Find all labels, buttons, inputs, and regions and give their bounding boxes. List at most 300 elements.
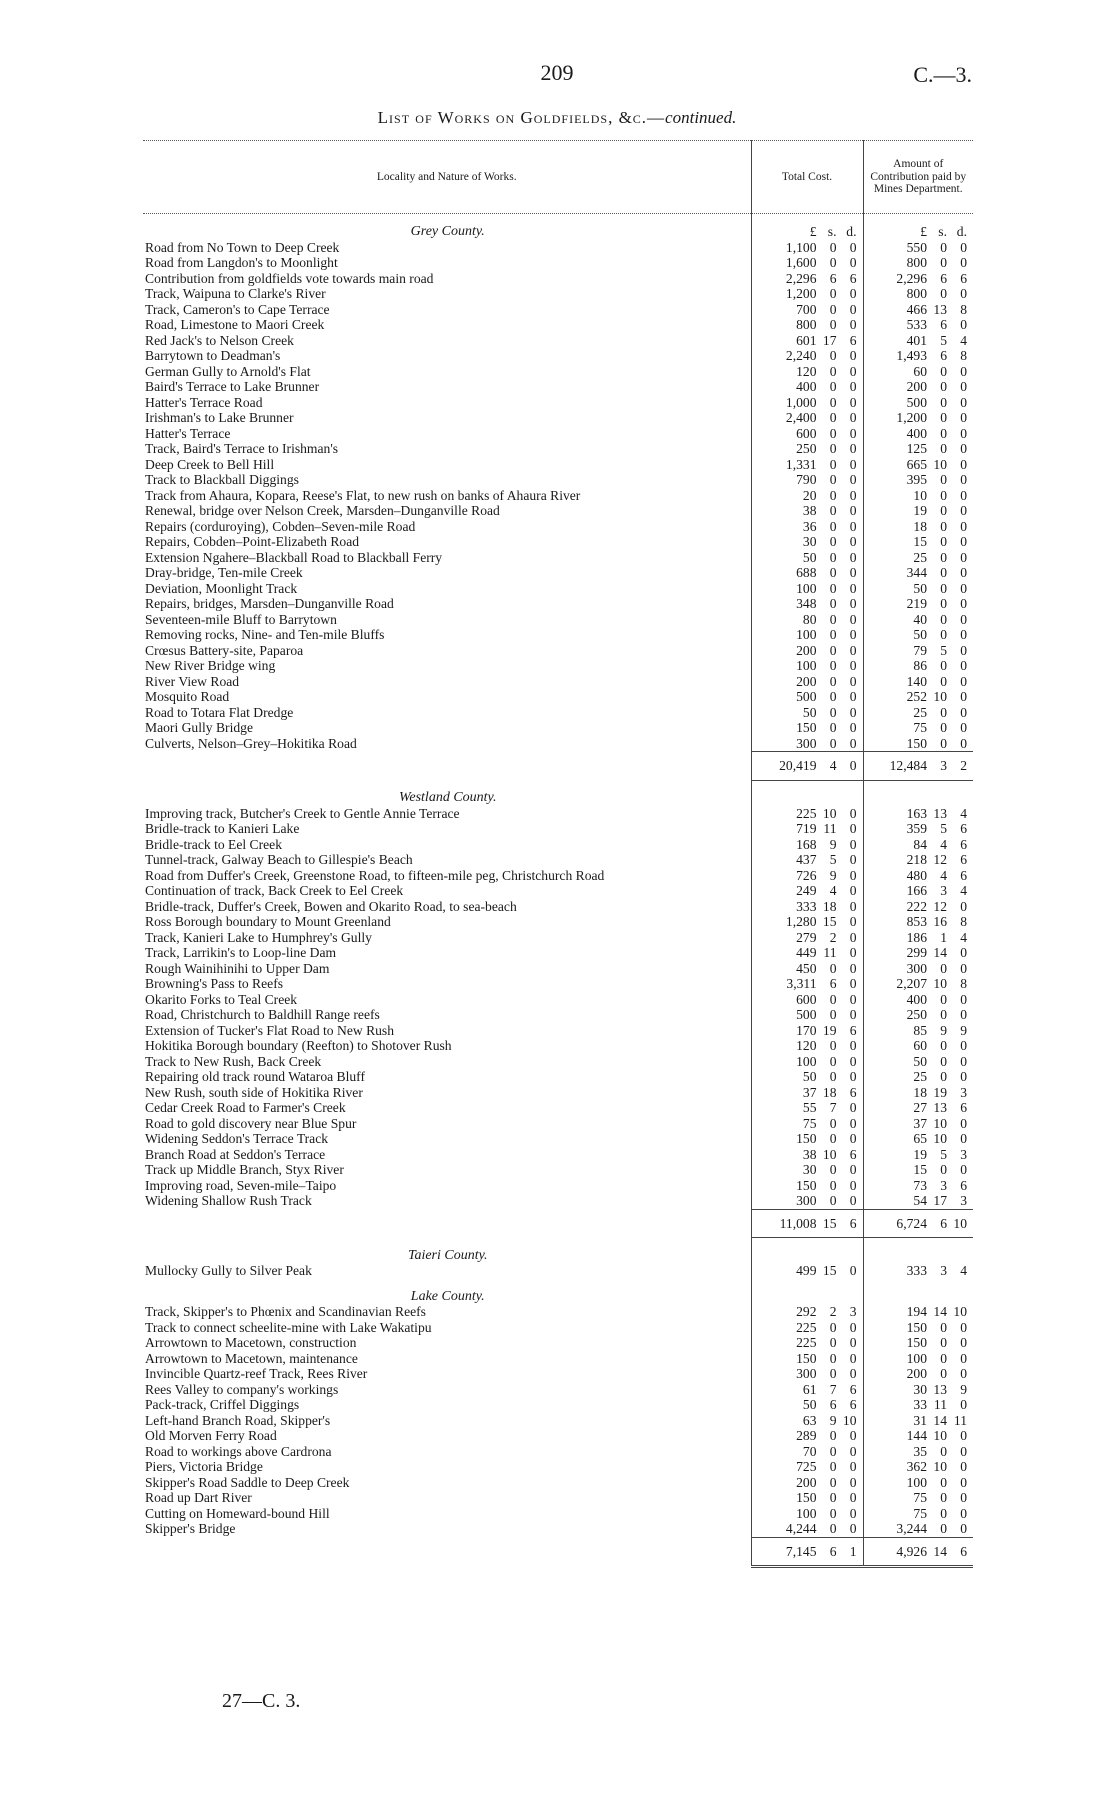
pence: 8 — [960, 976, 967, 991]
pounds: 100 — [906, 1350, 927, 1366]
pounds: 50 — [913, 627, 927, 642]
pence: 0 — [960, 425, 967, 441]
table-row — [143, 992, 973, 1008]
pounds: 550 — [906, 239, 927, 255]
work-description: Continuation of track, Back Creek to Eel Creek — [145, 883, 404, 898]
pence: 6 — [960, 1100, 967, 1115]
cost-column-spacer — [751, 1238, 863, 1264]
pence: 0 — [960, 1366, 967, 1381]
pence: 0 — [960, 1443, 967, 1459]
work-description: Baird's Terrace to Lake Brunner — [145, 379, 320, 394]
money-value — [864, 1038, 974, 1054]
money-value — [864, 1085, 974, 1101]
work-description: Track, Baird's Terrace to Irishman's — [145, 441, 339, 456]
contribution — [863, 1100, 973, 1116]
total-cost — [751, 689, 863, 705]
shillings: 0 — [940, 503, 947, 518]
money-value — [752, 1085, 863, 1101]
pence: 8 — [960, 348, 967, 363]
money-value — [752, 821, 863, 837]
money-value — [752, 1116, 863, 1132]
pounds: 75 — [802, 1115, 817, 1131]
total-cost — [751, 317, 863, 333]
total-cost — [751, 534, 863, 550]
contribution — [863, 914, 973, 930]
contribution — [863, 488, 973, 504]
table-row — [143, 976, 973, 992]
shillings: 0 — [829, 991, 837, 1007]
pence: 0 — [849, 472, 857, 487]
total-cost — [751, 1475, 863, 1491]
work-description: Bridle-track to Eel Creek — [145, 836, 283, 852]
pence: 0 — [849, 929, 857, 945]
money-value — [864, 1335, 974, 1351]
total-cost — [751, 550, 863, 566]
pence: 11 — [953, 1412, 967, 1428]
shillings: 14 — [933, 1304, 947, 1319]
pence: 0 — [960, 1505, 967, 1521]
pence: 0 — [960, 1428, 967, 1443]
work-description: Cutting on Homeward-bound Hill — [145, 1505, 330, 1521]
pounds: 84 — [913, 836, 927, 852]
shillings: 0 — [940, 1335, 947, 1350]
table-row — [143, 643, 973, 659]
pounds: 50 — [802, 549, 817, 565]
money-value — [864, 1304, 974, 1320]
contribution — [863, 705, 973, 721]
pence: 0 — [960, 1069, 967, 1084]
total-cost — [751, 426, 863, 442]
money-value — [752, 488, 863, 504]
shillings: 0 — [829, 301, 837, 317]
pence: 0 — [960, 704, 967, 720]
shillings: 0 — [940, 410, 947, 425]
footer-reference: 27—C. 3. — [222, 1690, 301, 1712]
table-row — [143, 705, 973, 721]
money-value — [864, 364, 974, 380]
pounds: 37 — [802, 1084, 817, 1100]
pence: 0 — [960, 518, 967, 534]
pounds: 300 — [906, 960, 927, 976]
table-row — [143, 837, 973, 853]
shillings: 0 — [829, 611, 837, 627]
pounds: 38 — [802, 503, 817, 518]
table-row — [143, 1397, 973, 1413]
total-cost — [751, 410, 863, 426]
money-value — [864, 1007, 974, 1023]
pounds: 38 — [802, 1146, 817, 1162]
shillings: 9 — [829, 1412, 837, 1428]
pence: 0 — [849, 673, 857, 689]
money-value — [864, 565, 974, 581]
shillings: 0 — [829, 720, 837, 735]
table-row — [143, 1007, 973, 1023]
total-cost — [751, 1521, 863, 1537]
money-value — [864, 1397, 974, 1413]
pounds: 437 — [796, 852, 817, 867]
shillings: 6 — [829, 270, 837, 286]
contribution — [863, 1351, 973, 1367]
money-value — [864, 379, 974, 395]
money-value — [864, 758, 974, 774]
table-row — [143, 240, 973, 256]
work-description: Extension of Tucker's Flat Road to New Rush — [145, 1022, 395, 1038]
contribution — [863, 240, 973, 256]
county-heading-row — [143, 214, 973, 240]
pounds: 10 — [913, 487, 927, 503]
contribution — [863, 472, 973, 488]
work-description: Piers, Victoria Bridge — [145, 1459, 263, 1474]
pence: 0 — [849, 689, 857, 704]
contribution — [863, 519, 973, 535]
pence: 0 — [849, 1053, 857, 1069]
county-total-cost — [751, 1209, 863, 1238]
pence: 0 — [960, 1397, 967, 1412]
work-description: Mosquito Road — [145, 689, 230, 704]
money-value — [864, 395, 974, 411]
shillings: 6 — [829, 976, 837, 991]
pence: 0 — [849, 534, 857, 549]
money-value — [752, 1475, 863, 1491]
pounds: 219 — [906, 596, 927, 611]
table-row — [143, 1351, 973, 1367]
table-row — [143, 503, 973, 519]
money-value — [864, 992, 974, 1008]
pounds: 348 — [796, 596, 817, 611]
shillings: 0 — [829, 1131, 837, 1146]
contribution — [863, 899, 973, 915]
pence: 0 — [849, 565, 857, 580]
work-description: New River Bridge wing — [145, 658, 276, 673]
pence: 6 — [849, 1397, 857, 1412]
total-cost — [751, 1193, 863, 1209]
table-row — [143, 1475, 973, 1491]
money-value — [752, 348, 863, 364]
contribution — [863, 1304, 973, 1320]
pounds: 665 — [906, 456, 927, 472]
money-value — [752, 1413, 863, 1429]
shillings: 6 — [940, 1215, 947, 1231]
work-description: Arrowtown to Macetown, construction — [145, 1335, 357, 1350]
pounds: 79 — [913, 642, 927, 658]
pence: 4 — [960, 805, 967, 821]
pounds: 36 — [802, 518, 817, 534]
pounds: 70 — [802, 1443, 817, 1459]
shillings: 0 — [940, 1053, 947, 1069]
money-value — [864, 596, 974, 612]
total-cost — [751, 1162, 863, 1178]
shillings: 0 — [940, 379, 947, 394]
shillings: 0 — [940, 1490, 947, 1505]
total-cost — [751, 255, 863, 271]
shillings: 0 — [829, 658, 837, 673]
pence: 0 — [960, 363, 967, 379]
pounds: 225 — [796, 1319, 817, 1335]
money-value — [752, 689, 863, 705]
total-cost — [751, 1459, 863, 1475]
pounds: 27 — [913, 1100, 927, 1115]
contribution — [863, 1521, 973, 1537]
contribution — [863, 1320, 973, 1336]
money-value — [752, 705, 863, 721]
pounds: 500 — [796, 689, 817, 704]
work-description: Track from Ahaura, Kopara, Reese's Flat, to new rush on banks of Ahaura River — [145, 487, 581, 503]
pounds: 344 — [906, 565, 927, 580]
table-row — [143, 1054, 973, 1070]
work-description: Cedar Creek Road to Farmer's Creek — [145, 1100, 346, 1115]
shillings: 0 — [940, 580, 947, 596]
shillings: 0 — [940, 1069, 947, 1084]
shillings: 0 — [829, 1366, 837, 1381]
pounds: 61 — [802, 1381, 817, 1397]
shillings: 6 — [940, 317, 947, 332]
money-value — [864, 643, 974, 659]
shillings: 0 — [829, 1053, 837, 1069]
pence: 6 — [849, 270, 857, 286]
table-row — [143, 1335, 973, 1351]
contribution — [863, 837, 973, 853]
contribution-column-spacer — [863, 214, 973, 240]
pounds: 50 — [802, 1069, 817, 1084]
pounds: 300 — [796, 735, 817, 751]
pence: 6 — [960, 867, 967, 883]
pence: 0 — [960, 549, 967, 565]
total-cost — [751, 883, 863, 899]
shillings: 11 — [823, 945, 837, 960]
money-value — [864, 1216, 974, 1232]
table-row — [143, 472, 973, 488]
shillings: 0 — [829, 704, 837, 720]
table-row — [143, 271, 973, 287]
work-description: Repairing old track round Wataroa Bluff — [145, 1069, 365, 1084]
pence: 0 — [849, 518, 857, 534]
total-cost — [751, 472, 863, 488]
work-description: Pack-track, Criffel Diggings — [145, 1397, 300, 1412]
pounds: 163 — [906, 805, 927, 821]
pounds: 225 — [796, 805, 817, 821]
money-value — [864, 945, 974, 961]
pounds: 30 — [802, 1162, 817, 1177]
pounds: 480 — [906, 867, 927, 883]
money-value — [864, 581, 974, 597]
money-value — [864, 1147, 974, 1163]
money-value — [864, 1382, 974, 1398]
money-value — [864, 930, 974, 946]
pence: 0 — [849, 317, 857, 332]
pounds: 50 — [802, 1397, 817, 1412]
contribution — [863, 1069, 973, 1085]
work-description: Extension Ngahere–Blackball Road to Blackball Ferry — [145, 549, 443, 565]
shillings: 9 — [829, 867, 837, 883]
pence: 0 — [960, 627, 967, 642]
total-cost — [751, 240, 863, 256]
contribution — [863, 581, 973, 597]
money-value — [752, 1023, 863, 1039]
total-cost — [751, 1007, 863, 1023]
header-total-cost: Total Cost. — [751, 141, 863, 214]
pounds: 401 — [906, 332, 927, 348]
money-value — [752, 1054, 863, 1070]
shillings: 0 — [829, 503, 837, 518]
money-value — [864, 503, 974, 519]
county-total-row — [143, 1209, 973, 1238]
money-value — [752, 1038, 863, 1054]
table-row — [143, 1131, 973, 1147]
table-header-row — [143, 141, 973, 214]
pence: 0 — [960, 642, 967, 658]
money-value — [752, 364, 863, 380]
table-row — [143, 519, 973, 535]
shillings: 0 — [829, 1505, 837, 1521]
total-cost — [751, 1178, 863, 1194]
pence: 0 — [849, 441, 857, 456]
pence: 0 — [960, 1350, 967, 1366]
shillings: 0 — [829, 456, 837, 472]
pence: 6 — [849, 1084, 857, 1100]
contribution — [863, 1131, 973, 1147]
shillings: 9 — [829, 836, 837, 852]
contribution — [863, 1459, 973, 1475]
money-value — [752, 1147, 863, 1163]
table-row — [143, 1085, 973, 1101]
money-value — [864, 1100, 974, 1116]
money-value — [864, 705, 974, 721]
county-total-contribution — [863, 1209, 973, 1238]
shillings: 0 — [940, 286, 947, 301]
pounds: 120 — [796, 1038, 817, 1053]
money-value — [864, 1459, 974, 1475]
shillings: 0 — [940, 239, 947, 255]
works-table-container — [143, 140, 973, 1568]
pence: 0 — [849, 394, 857, 410]
shillings: 0 — [940, 611, 947, 627]
total-cost — [751, 1351, 863, 1367]
contribution — [863, 976, 973, 992]
pounds: 150 — [906, 1319, 927, 1335]
contribution — [863, 852, 973, 868]
work-description: Hokitika Borough boundary (Reefton) to Shotover Rush — [145, 1038, 452, 1053]
total-cost — [751, 1304, 863, 1320]
work-description: Hatter's Terrace — [145, 425, 231, 441]
shillings: 9 — [940, 1022, 947, 1038]
pounds: 466 — [906, 301, 927, 317]
contribution — [863, 1038, 973, 1054]
pence: 0 — [849, 1115, 857, 1131]
money-value — [752, 961, 863, 977]
contribution — [863, 596, 973, 612]
pounds: 790 — [796, 472, 817, 487]
table-row — [143, 914, 973, 930]
shillings: 0 — [829, 425, 837, 441]
shillings: 19 — [933, 1084, 947, 1100]
money-value — [752, 379, 863, 395]
work-description: Road, Limestone to Maori Creek — [145, 317, 325, 332]
pounds: 31 — [913, 1412, 927, 1428]
contribution — [863, 945, 973, 961]
county-total-contribution — [863, 1537, 973, 1567]
money-value — [864, 1023, 974, 1039]
total-cost — [751, 441, 863, 457]
table-row — [143, 333, 973, 349]
pounds: 100 — [796, 1505, 817, 1521]
pence: 0 — [849, 704, 857, 720]
work-description: Track to Blackball Diggings — [145, 472, 299, 487]
total-cost — [751, 1366, 863, 1382]
pounds: 7,145 — [785, 1543, 817, 1559]
pounds: 50 — [913, 1053, 927, 1069]
money-value — [864, 1351, 974, 1367]
pounds: 12,484 — [889, 758, 927, 773]
contribution — [863, 503, 973, 519]
contribution — [863, 1263, 973, 1279]
money-value — [752, 1263, 863, 1279]
shillings: 10 — [933, 456, 947, 472]
pounds: 194 — [906, 1304, 927, 1319]
shillings: 0 — [829, 379, 837, 394]
pounds: 6,724 — [896, 1215, 927, 1231]
contribution — [863, 689, 973, 705]
contribution — [863, 1085, 973, 1101]
pence: 0 — [960, 898, 967, 914]
pounds: 2,296 — [896, 270, 927, 286]
total-cost — [751, 1131, 863, 1147]
pence: 0 — [849, 580, 857, 596]
table-row — [143, 1069, 973, 1085]
shillings: 5 — [940, 332, 947, 348]
pence: 0 — [849, 456, 857, 472]
money-value — [864, 883, 974, 899]
contribution — [863, 565, 973, 581]
total-cost — [751, 1069, 863, 1085]
work-description: Bridle-track to Kanieri Lake — [145, 821, 300, 836]
pounds: 65 — [913, 1131, 927, 1146]
contribution — [863, 1490, 973, 1506]
table-row — [143, 930, 973, 946]
total-cost — [751, 286, 863, 302]
pounds: 1,331 — [785, 456, 817, 472]
pounds: 533 — [906, 317, 927, 332]
table-row — [143, 883, 973, 899]
pounds: 75 — [913, 1505, 927, 1521]
pounds: 289 — [796, 1428, 817, 1443]
pence: 1 — [849, 1543, 857, 1559]
total-cost — [751, 976, 863, 992]
shillings: 0 — [829, 534, 837, 549]
money-value — [864, 821, 974, 837]
contribution — [863, 1397, 973, 1413]
shillings: 0 — [829, 317, 837, 332]
money-value — [752, 472, 863, 488]
pence: 0 — [849, 596, 857, 611]
shillings: 0 — [829, 673, 837, 689]
money-value — [864, 674, 974, 690]
money-value — [864, 1428, 974, 1444]
unit-shillings: s. — [827, 224, 837, 239]
shillings: 0 — [829, 363, 837, 379]
money-value — [864, 1131, 974, 1147]
money-value — [864, 488, 974, 504]
money-value — [752, 550, 863, 566]
money-value — [864, 1069, 974, 1085]
pounds: 18 — [913, 1084, 927, 1100]
pence: 0 — [849, 1474, 857, 1490]
shillings: 7 — [829, 1381, 837, 1397]
currency-units — [864, 224, 974, 240]
pence: 0 — [960, 611, 967, 627]
pence: 0 — [849, 379, 857, 394]
shillings: 12 — [933, 852, 947, 867]
work-description: Irishman's to Lake Brunner — [145, 410, 294, 425]
